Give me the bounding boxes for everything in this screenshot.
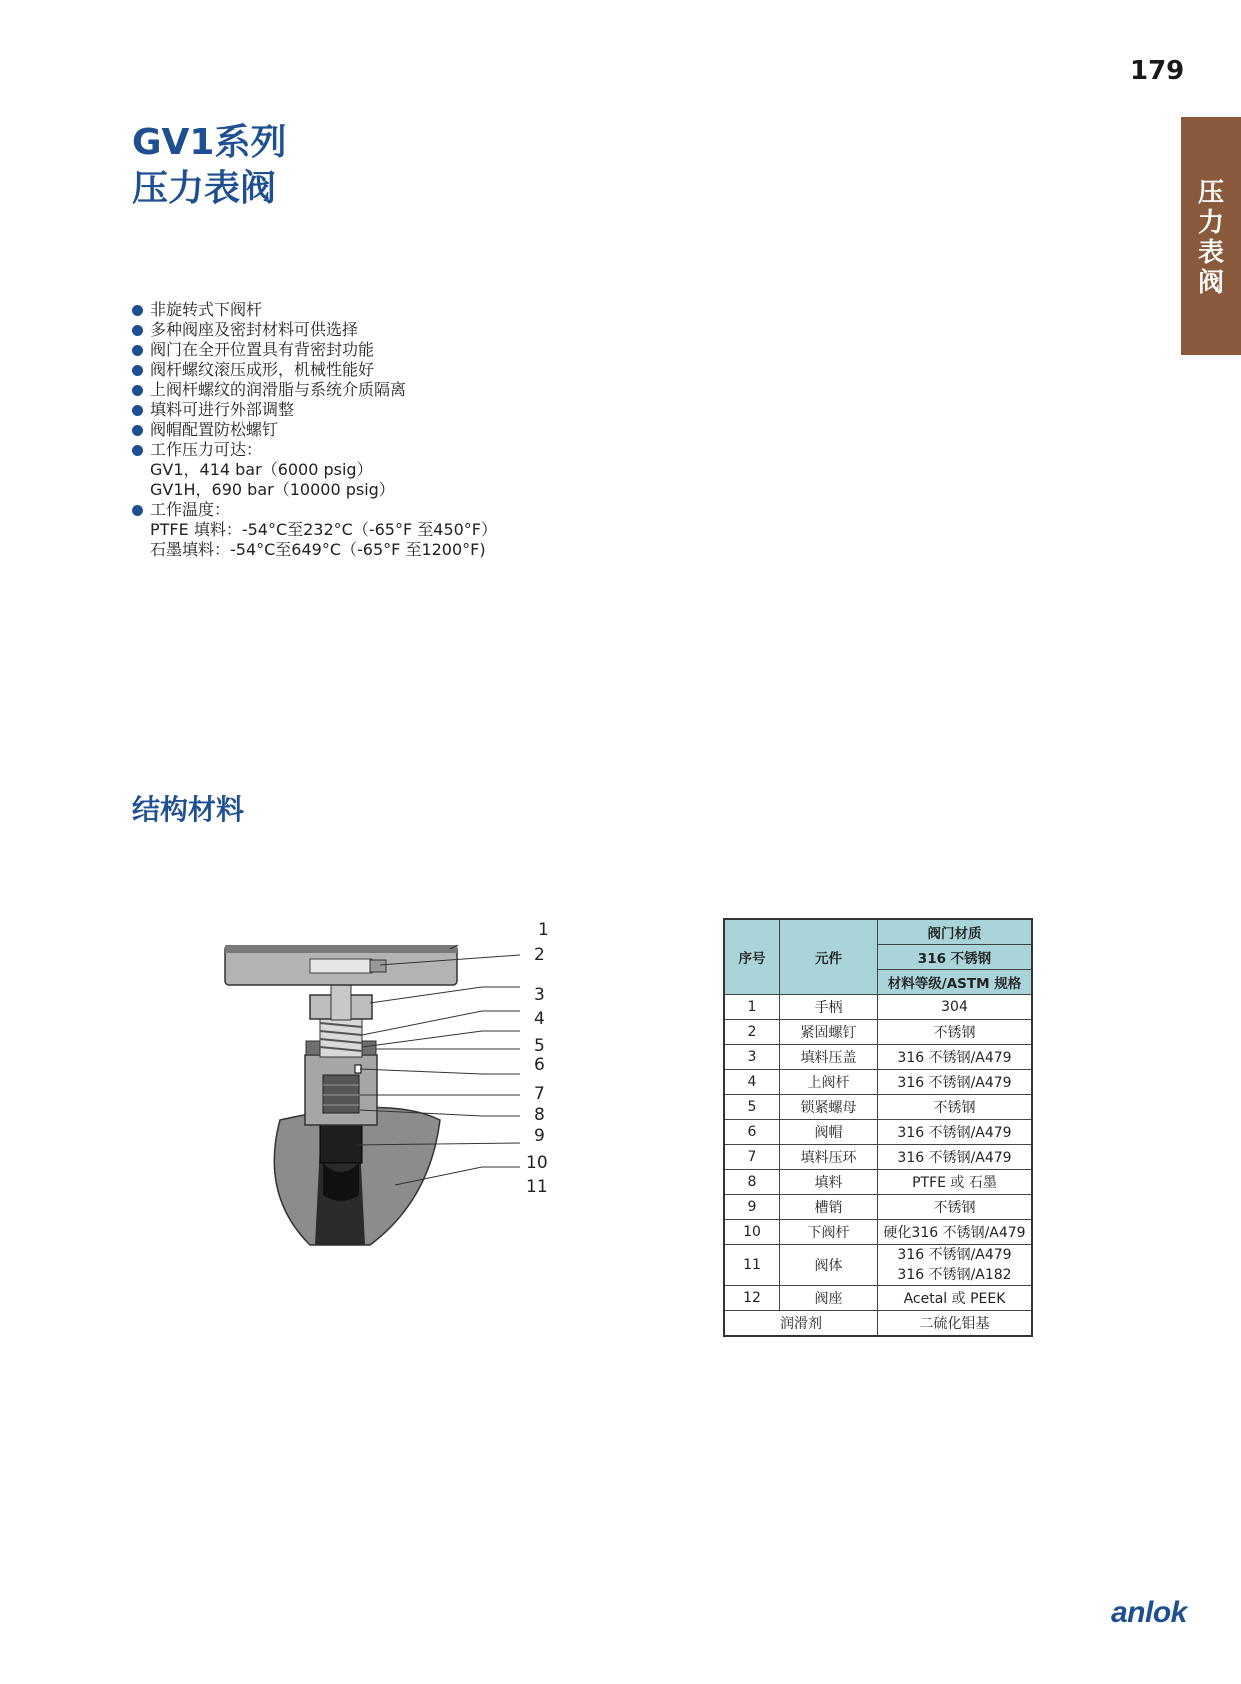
cell-material (878, 1020, 1033, 1045)
table-row (724, 1045, 1032, 1070)
feature-text: 非旋转式下阀杆 (150, 300, 263, 319)
bullet-icon (132, 305, 143, 316)
callout-6: 6 (534, 1055, 545, 1075)
materials-table-body (724, 995, 1032, 1337)
feature-item (132, 300, 497, 320)
table-row (724, 1095, 1032, 1120)
title-product: 压力表阀 (132, 168, 277, 209)
table-row (724, 1120, 1032, 1145)
bullet-icon (132, 445, 143, 456)
cell-no: 6 (724, 1120, 780, 1145)
cell-material (878, 1286, 1033, 1311)
page-number: 179 (1130, 56, 1185, 86)
cell-material (878, 1095, 1033, 1120)
cell-material (878, 1170, 1033, 1195)
feature-item (132, 440, 497, 460)
bullet-icon (132, 365, 143, 376)
bullet-icon (132, 505, 143, 516)
feature-text: 多种阀座及密封材料可供选择 (150, 320, 359, 339)
cell-part: 上阀杆 (780, 1070, 878, 1095)
table-row (724, 1170, 1032, 1195)
cell-part: 润滑剂 (724, 1311, 878, 1337)
brand-logo: anlok (1111, 1596, 1187, 1629)
feature-subitem: PTFE 填料：-54°C至232°C（-65°F 至450°F） (150, 520, 498, 539)
side-tab-label: 压 力 表 阀 (1197, 178, 1224, 298)
feature-item (132, 360, 497, 380)
feature-subitem: 石墨填料：-54°C至649°C（-65°F 至1200°F) (150, 540, 486, 559)
material-line: 304 (941, 999, 968, 1015)
cell-part: 填料压盖 (780, 1045, 878, 1070)
table-footer-row (724, 1311, 1032, 1337)
cell-no: 11 (724, 1245, 780, 1286)
table-row (724, 1020, 1032, 1045)
cell-material (878, 1195, 1033, 1220)
cell-part: 锁紧螺母 (780, 1095, 878, 1120)
material-line: 316 不锈钢/A182 (897, 1267, 1012, 1283)
feature-item (132, 380, 497, 400)
feature-text: 上阀杆螺纹的润滑脂与系统介质隔离 (150, 380, 407, 399)
cell-material: 二硫化钼基 (878, 1311, 1033, 1337)
section-title: 结构材料 (132, 793, 245, 826)
materials-table (723, 918, 1033, 1337)
cell-no: 12 (724, 1286, 780, 1311)
feature-text: 工作压力可达： (150, 440, 263, 459)
table-row (724, 1145, 1032, 1170)
feature-item (132, 320, 497, 340)
header-no: 序号 (724, 919, 780, 995)
table-row (724, 1245, 1032, 1286)
feature-item (132, 400, 497, 420)
header-part: 元件 (780, 919, 878, 995)
cell-material (878, 995, 1033, 1020)
cell-part: 槽销 (780, 1195, 878, 1220)
callout-7: 7 (534, 1084, 545, 1104)
table-row (724, 1195, 1032, 1220)
callout-5: 5 (534, 1036, 545, 1056)
material-line: 316 不锈钢/A479 (897, 1050, 1012, 1066)
feature-text: 工作温度： (150, 500, 231, 519)
cell-material (878, 1220, 1033, 1245)
cell-material (878, 1245, 1033, 1286)
material-line: PTFE 或 石墨 (912, 1175, 997, 1191)
cell-no: 3 (724, 1045, 780, 1070)
cell-no: 5 (724, 1095, 780, 1120)
cell-part: 阀座 (780, 1286, 878, 1311)
callout-3: 3 (534, 985, 545, 1005)
bullet-icon (132, 405, 143, 416)
material-line: 不锈钢 (933, 1200, 976, 1216)
feature-list (132, 300, 497, 560)
cell-no: 7 (724, 1145, 780, 1170)
bullet-icon (132, 345, 143, 356)
title-series: GV1系列 (132, 122, 287, 163)
header-material-spec: 材料等级/ASTM 规格 (878, 970, 1033, 995)
feature-text: 填料可进行外部调整 (150, 400, 295, 419)
cell-part: 阀体 (780, 1245, 878, 1286)
callout-10: 10 (526, 1153, 548, 1173)
table-row (724, 995, 1032, 1020)
cell-part: 阀帽 (780, 1120, 878, 1145)
callout-9: 9 (534, 1126, 545, 1146)
callout-2: 2 (534, 945, 545, 965)
material-line: 316 不锈钢/A479 (897, 1247, 1012, 1263)
callout-4: 4 (534, 1009, 545, 1029)
material-line: 316 不锈钢/A479 (897, 1125, 1012, 1141)
callout-labels (220, 920, 560, 1305)
callout-8: 8 (534, 1105, 545, 1125)
feature-text: 阀门在全开位置具有背密封功能 (150, 340, 375, 359)
cell-material (878, 1070, 1033, 1095)
header-material-group: 阀门材质 (878, 919, 1033, 945)
bullet-icon (132, 385, 143, 396)
feature-item (132, 420, 497, 440)
material-line: 316 不锈钢/A479 (897, 1075, 1012, 1091)
cell-material (878, 1145, 1033, 1170)
feature-text: 阀杆螺纹滚压成形，机械性能好 (150, 360, 375, 379)
bullet-icon (132, 325, 143, 336)
material-line: Acetal 或 PEEK (903, 1291, 1006, 1307)
feature-subitem: GV1H，690 bar（10000 psig） (150, 480, 395, 499)
cell-part: 填料压环 (780, 1145, 878, 1170)
callout-1: 1 (538, 920, 549, 940)
cell-no: 8 (724, 1170, 780, 1195)
cell-no: 2 (724, 1020, 780, 1045)
callout-11: 11 (526, 1177, 548, 1197)
cell-no: 10 (724, 1220, 780, 1245)
material-line: 316 不锈钢/A479 (897, 1150, 1012, 1166)
cell-no: 9 (724, 1195, 780, 1220)
material-line: 不锈钢 (933, 1100, 976, 1116)
cell-no: 1 (724, 995, 780, 1020)
table-row (724, 1286, 1032, 1311)
table-row (724, 1220, 1032, 1245)
feature-text: 阀帽配置防松螺钉 (150, 420, 279, 439)
feature-subitem: GV1，414 bar（6000 psig） (150, 460, 373, 479)
cell-part: 下阀杆 (780, 1220, 878, 1245)
feature-item (132, 500, 497, 520)
page-title (132, 120, 286, 212)
material-line: 不锈钢 (933, 1025, 976, 1041)
table-row (724, 1070, 1032, 1095)
cell-part: 紧固螺钉 (780, 1020, 878, 1045)
cell-part: 填料 (780, 1170, 878, 1195)
bullet-icon (132, 425, 143, 436)
cell-material (878, 1045, 1033, 1070)
material-line: 硬化316 不锈钢/A479 (883, 1225, 1026, 1241)
cell-material (878, 1120, 1033, 1145)
cell-part: 手柄 (780, 995, 878, 1020)
cell-no: 4 (724, 1070, 780, 1095)
header-material-grade: 316 不锈钢 (878, 945, 1033, 970)
feature-item (132, 340, 497, 360)
